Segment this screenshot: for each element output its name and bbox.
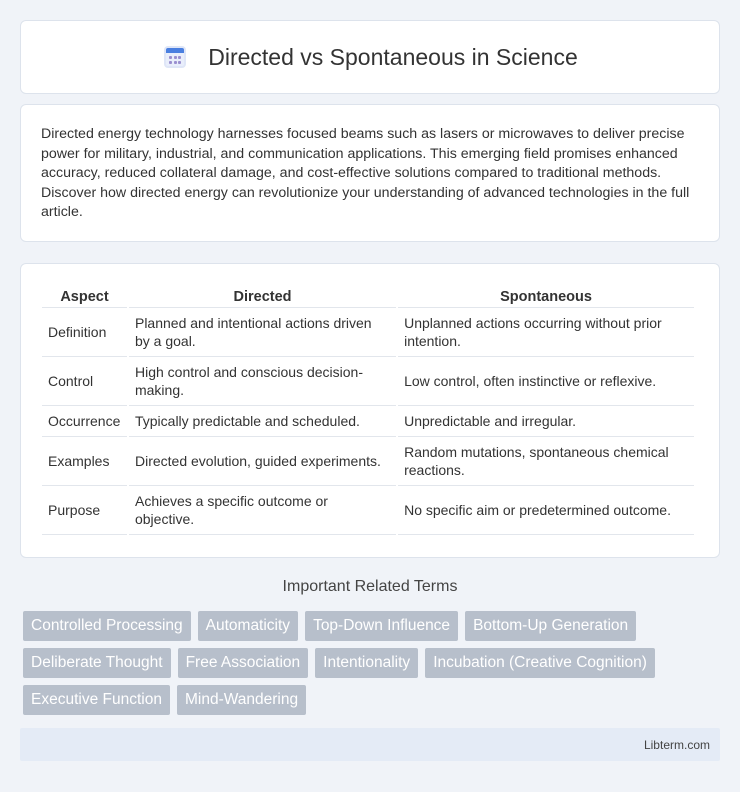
header-directed: Directed <box>129 284 396 308</box>
cell-aspect: Occurrence <box>42 406 127 437</box>
table-row <box>42 486 694 535</box>
cell-spontaneous: Unplanned actions occurring without prior intention. <box>398 308 694 357</box>
cell-aspect: Control <box>42 357 127 406</box>
cell-directed: High control and conscious decision-making. <box>129 357 396 406</box>
related-term-tag[interactable]: Automaticity <box>198 611 298 641</box>
comparison-table <box>40 284 696 535</box>
header-aspect: Aspect <box>42 284 127 308</box>
table-row <box>42 406 694 437</box>
related-terms-tags <box>23 611 703 722</box>
calendar-icon <box>162 44 188 70</box>
table-header-row <box>42 284 694 308</box>
cell-aspect: Purpose <box>42 486 127 535</box>
table-row <box>42 437 694 486</box>
intro-card <box>20 104 720 242</box>
cell-spontaneous: Unpredictable and irregular. <box>398 406 694 437</box>
cell-directed: Planned and intentional actions driven by a goal. <box>129 308 396 357</box>
related-term-tag[interactable]: Top-Down Influence <box>305 611 458 641</box>
cell-spontaneous: No specific aim or predetermined outcome. <box>398 486 694 535</box>
footer-site-link[interactable]: Libterm.com <box>643 738 710 752</box>
page-title: Directed vs Spontaneous in Science <box>208 43 578 70</box>
related-term-tag[interactable]: Controlled Processing <box>23 611 191 641</box>
related-term-tag[interactable]: Incubation (Creative Cognition) <box>425 648 655 678</box>
intro-text: Directed energy technology harnesses focused beams such as lasers or microwaves to deliver precise power for military, industrial, and communication applications. This emerging field promises enhanced accuracy, reduced collateral damage, and cost-effective solutions compared to traditional methods. Discover how directed energy can revolutionize your understanding of advanced technologies in the full article. <box>41 126 690 221</box>
footer <box>20 728 720 761</box>
header <box>162 44 578 71</box>
related-term-tag[interactable]: Executive Function <box>23 685 170 715</box>
related-terms-title: Important Related Terms <box>282 578 458 595</box>
cell-spontaneous: Random mutations, spontaneous chemical reactions. <box>398 437 694 486</box>
related-term-tag[interactable]: Free Association <box>178 648 309 678</box>
table-row <box>42 357 694 406</box>
comparison-card <box>20 263 720 558</box>
related-term-tag[interactable]: Intentionality <box>315 648 418 678</box>
cell-directed: Typically predictable and scheduled. <box>129 406 396 437</box>
header-card <box>20 20 720 94</box>
header-spontaneous: Spontaneous <box>398 284 694 308</box>
cell-spontaneous: Low control, often instinctive or reflexive. <box>398 357 694 406</box>
cell-aspect: Examples <box>42 437 127 486</box>
cell-aspect: Definition <box>42 308 127 357</box>
related-term-tag[interactable]: Bottom-Up Generation <box>465 611 636 641</box>
related-term-tag[interactable]: Deliberate Thought <box>23 648 171 678</box>
table-row <box>42 308 694 357</box>
cell-directed: Directed evolution, guided experiments. <box>129 437 396 486</box>
related-term-tag[interactable]: Mind-Wandering <box>177 685 306 715</box>
cell-directed: Achieves a specific outcome or objective. <box>129 486 396 535</box>
